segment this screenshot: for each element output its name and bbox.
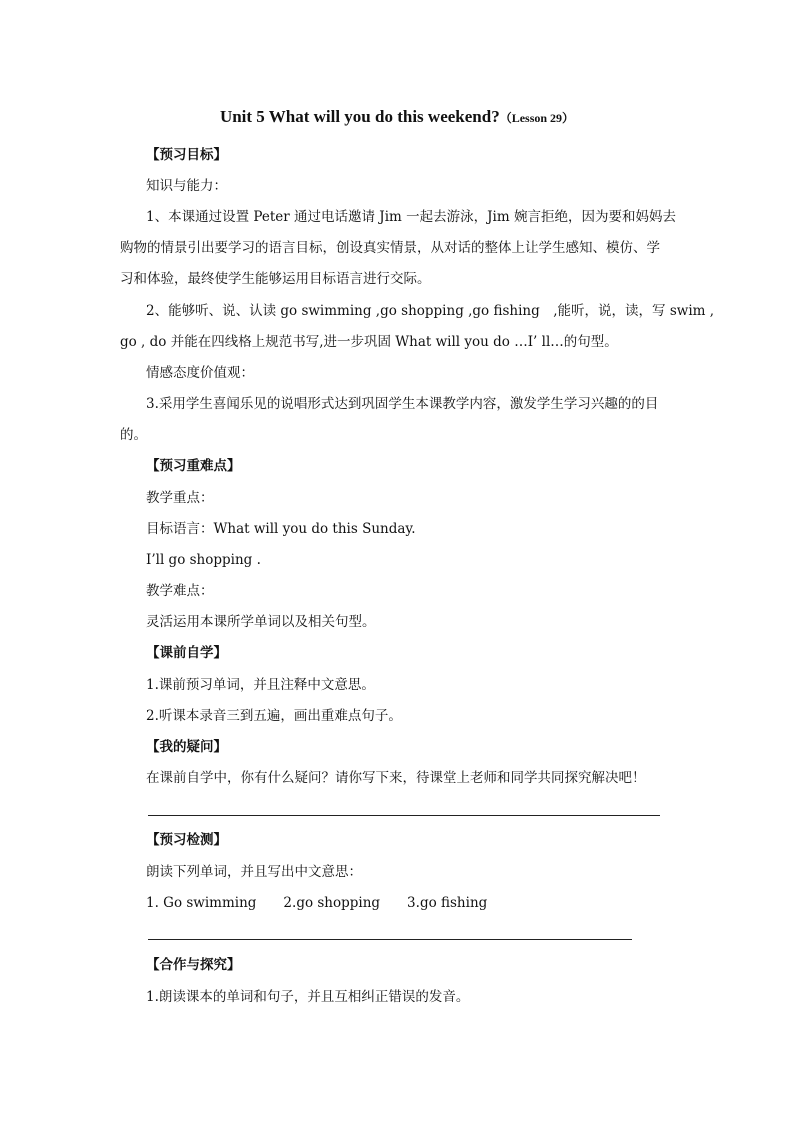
knowledge-label: 知识与能力： [146,178,227,194]
self-study-heading: 【课前自学】 [146,645,227,661]
objective-item2-line2: go , do 并能在四线格上规范书写,进一步巩固 What will you do …I’ ll…的句型。 [120,334,618,350]
questions-heading: 【我的疑问】 [146,739,227,755]
key-points-heading: 【预习重难点】 [146,458,241,474]
objective-item1-line3: 习和体验，最终使学生能够运用目标语言进行交际。 [120,271,431,287]
focus-label: 教学重点： [146,490,214,506]
objective-item3-line1: 3.采用学生喜闻乐见的说唱形式达到巩固学生本课教学内容，激发学生学习兴趣的的目 [146,396,659,412]
check-instruction: 朗读下列单词，并且写出中文意思： [146,864,362,880]
page-title [0,106,794,129]
cooperation-heading: 【合作与探究】 [146,957,241,973]
self-study-item2: 2.听课本录音三到五遍，画出重难点句子。 [146,708,402,724]
check-words: 1. Go swimming 2.go shopping 3.go fishing [146,895,488,911]
objective-item1-line1: 1、本课通过设置 Peter 通过电话邀请 Jim 一起去游泳，Jim 婉言拒绝，因为要和妈妈去 [146,209,676,225]
difficulty-label: 教学难点： [146,583,214,599]
emotion-label: 情感态度价值观： [146,365,254,381]
title-main: Unit 5 What will you do this weekend? [219,107,500,126]
self-study-item1: 1.课前预习单词，并且注释中文意思。 [146,677,375,693]
questions-prompt: 在课前自学中，你有什么疑问？请你写下来，待课堂上老师和同学共同探究解决吧！ [146,770,646,786]
target-answer: I’ll go shopping . [146,552,261,568]
target-language: 目标语言：What will you do this Sunday. [146,521,416,537]
objectives-heading: 【预习目标】 [146,147,227,163]
objective-item3-line2: 的。 [120,427,147,443]
objective-item2-line1: 2、能够听、说、认读 go swimming ,go shopping ,go fishing ,能听，说，读，写 swim , [146,303,715,319]
cooperation-item1: 1.朗读课本的单词和句子，并且互相纠正错误的发音。 [146,989,470,1005]
check-heading: 【预习检测】 [146,832,227,848]
answer-blank-line-2 [148,939,632,940]
objective-item1-line2: 购物的情景引出要学习的语言目标，创设真实情景，从对话的整体上让学生感知、模仿、学 [120,240,660,256]
difficulty-text: 灵活运用本课所学单词以及相关句型。 [146,614,376,630]
title-lesson: （Lesson 29） [499,111,575,125]
answer-blank-line-1 [148,815,660,816]
